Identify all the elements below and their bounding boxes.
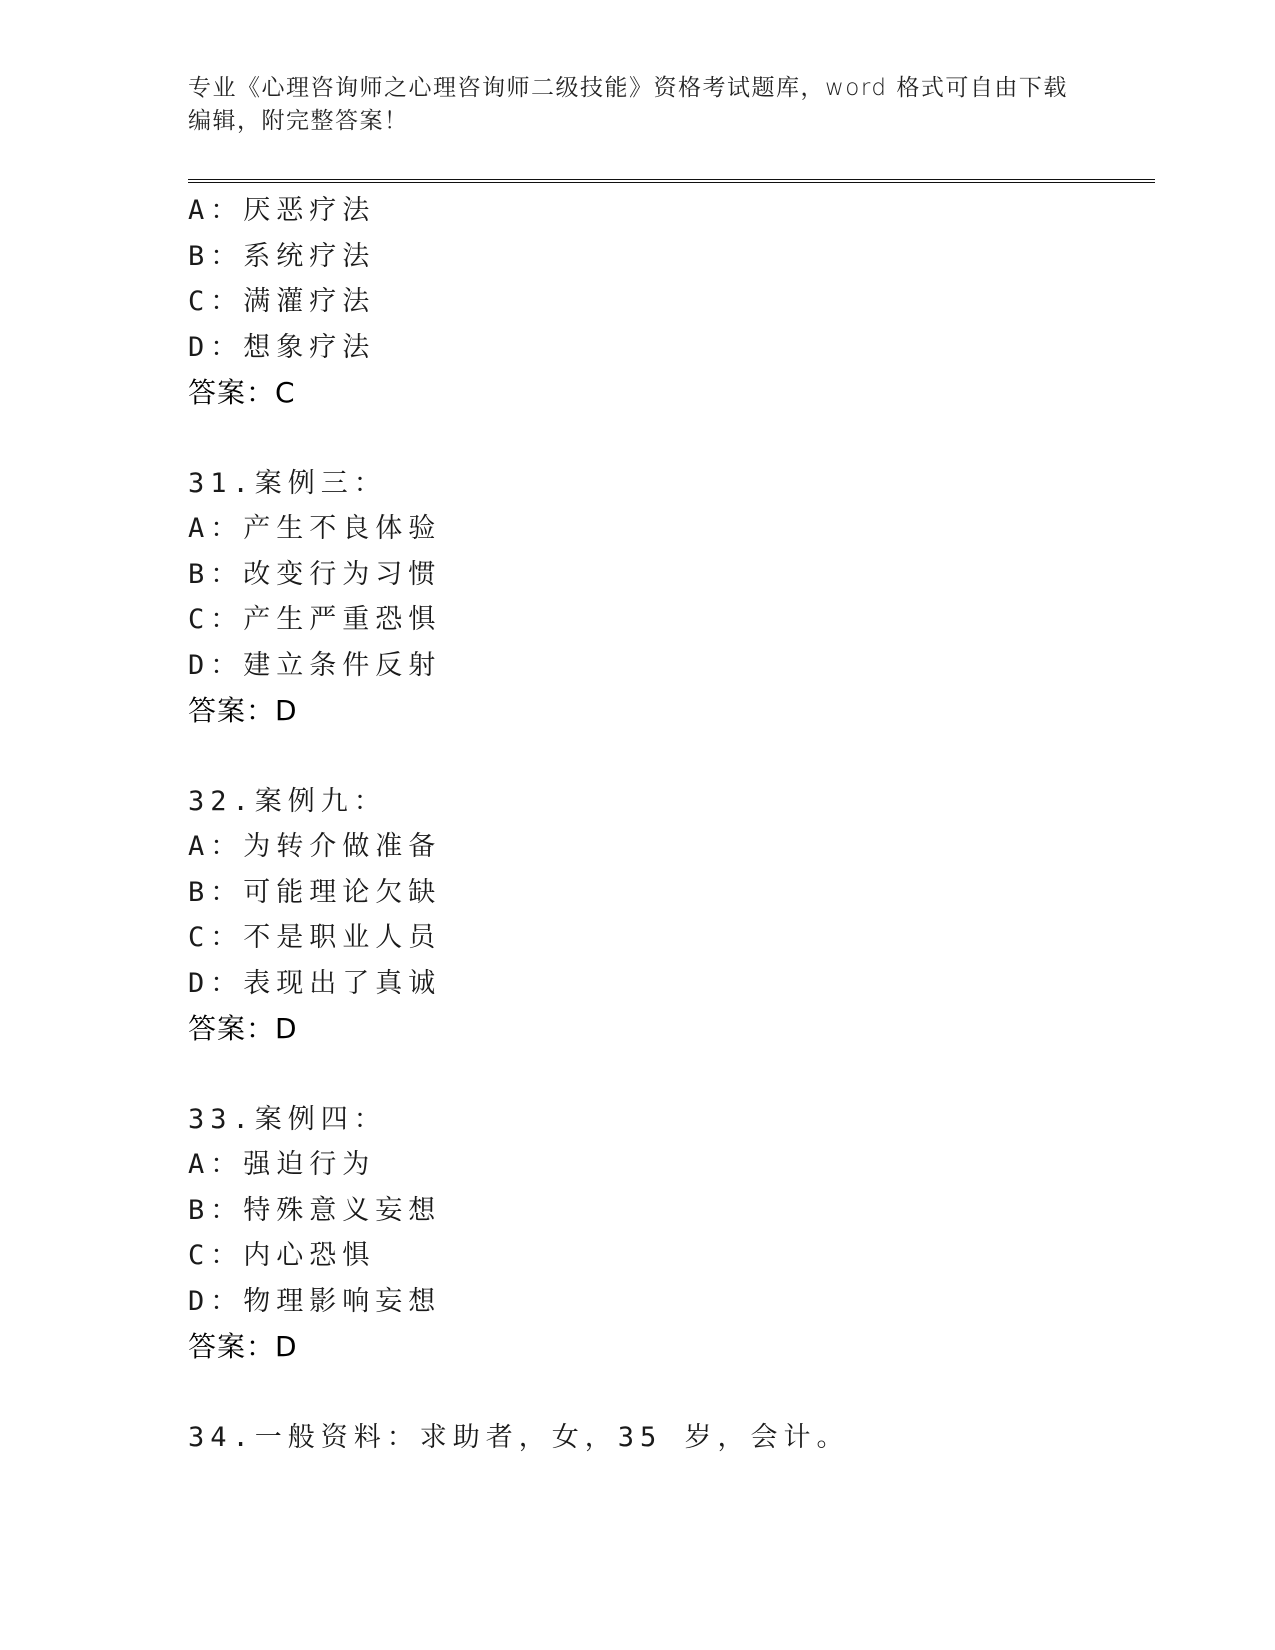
question-stem: 33.案例四：: [188, 1103, 387, 1135]
option-d: D：表现出了真诚: [188, 967, 442, 999]
option-a: A：厌恶疗法: [188, 195, 376, 226]
header-line-2: 编辑，附完整答案！: [188, 108, 409, 134]
answer-line: 答案：D: [188, 694, 298, 727]
answer-line: 答案：D: [188, 1330, 298, 1363]
question-block: [188, 461, 1148, 734]
question-stem: 32.案例九：: [188, 785, 387, 817]
spacer: [188, 1052, 1148, 1097]
option-d: D：物理影响妄想: [188, 1285, 442, 1317]
spacer: [188, 416, 1148, 461]
question-block: [188, 188, 1148, 416]
option-c: C：满灌疗法: [188, 286, 376, 317]
spacer: [188, 734, 1148, 779]
option-d: D：建立条件反射: [188, 649, 442, 681]
spacer: [188, 1370, 1148, 1415]
answer-line: 答案：D: [188, 1012, 298, 1045]
option-b: B：特殊意义妄想: [188, 1194, 442, 1226]
option-b: B：改变行为习惯: [188, 558, 442, 590]
question-stem: 31.案例三：: [188, 467, 387, 499]
option-a: A：强迫行为: [188, 1149, 376, 1180]
header-divider: [188, 179, 1155, 183]
option-c: C：内心恐惧: [188, 1240, 376, 1271]
question-list: [188, 188, 1148, 1460]
header-line-1: 专业《心理咨询师之心理咨询师二级技能》资格考试题库，word 格式可自由下载: [188, 75, 1068, 101]
document-header: [188, 72, 1088, 138]
option-b: B：可能理论欠缺: [188, 876, 442, 908]
option-a: A：为转介做准备: [188, 831, 442, 862]
option-b: B：系统疗法: [188, 240, 376, 272]
answer-line: 答案：C: [188, 376, 296, 409]
option-c: C：产生严重恐惧: [188, 604, 442, 635]
question-block: [188, 779, 1148, 1052]
option-d: D：想象疗法: [188, 331, 376, 363]
question-block: [188, 1097, 1148, 1370]
option-c: C：不是职业人员: [188, 922, 442, 953]
question-stem: 34.一般资料：求助者，女，35 岁，会计。: [188, 1421, 850, 1453]
option-a: A：产生不良体验: [188, 513, 442, 544]
